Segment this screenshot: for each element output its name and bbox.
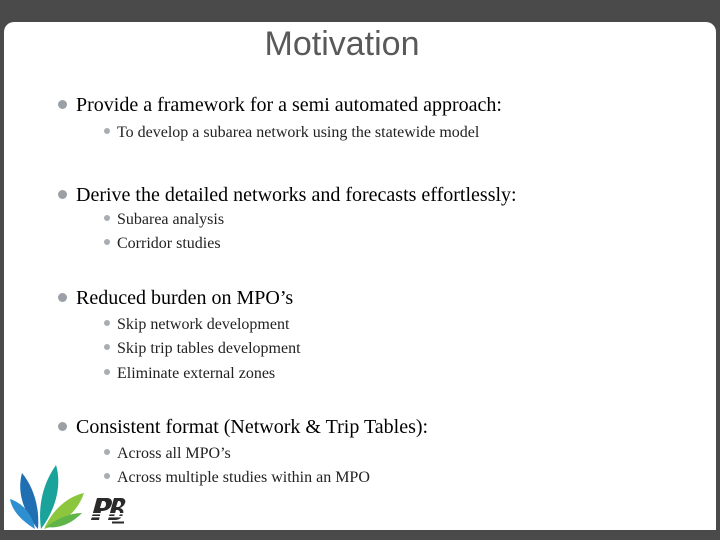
- bullet-dot-icon: [58, 293, 67, 302]
- bullet-dot-icon: [58, 190, 67, 199]
- sub-bullet-dot-icon: [104, 239, 110, 245]
- sub-bullet-dot-icon: [104, 128, 110, 134]
- window-top-bar: [0, 0, 720, 22]
- sub-bullet-dot-icon: [104, 344, 110, 350]
- bullet-text: Provide a framework for a semi automated approach:: [76, 94, 502, 116]
- sub-bullet-text: Corridor studies: [117, 235, 221, 252]
- bullet-text: Consistent format (Network & Trip Tables):: [76, 416, 429, 438]
- sub-bullet-dot-icon: [104, 215, 110, 221]
- pb-logo-icon: [88, 493, 128, 525]
- window-bottom-bar: [0, 530, 720, 540]
- bullet-dot-icon: [58, 422, 67, 431]
- sub-bullet-item: [104, 315, 289, 335]
- sub-bullet-dot-icon: [104, 320, 110, 326]
- bullet-item: [58, 93, 502, 117]
- sub-bullet-item: [104, 339, 301, 359]
- sub-bullet-dot-icon: [104, 449, 110, 455]
- sub-bullet-item: [104, 364, 275, 384]
- sub-bullet-text: Skip network development: [117, 316, 290, 333]
- sub-bullet-text: Subarea analysis: [117, 211, 225, 228]
- sub-bullet-dot-icon: [104, 369, 110, 375]
- sub-bullet-item: [104, 444, 231, 464]
- bullet-text: Derive the detailed networks and forecasts effortlessly:: [76, 184, 517, 206]
- sub-bullet-dot-icon: [104, 473, 110, 479]
- bullet-item: [58, 286, 293, 310]
- sub-bullet-item: [104, 123, 479, 143]
- sub-bullet-text: Skip trip tables development: [117, 340, 301, 357]
- bullet-item: [58, 415, 428, 439]
- sub-bullet-text: Across multiple studies within an MPO: [117, 469, 370, 486]
- sub-bullet-text: Eliminate external zones: [117, 365, 276, 382]
- leaf-logo-icon: [8, 455, 88, 530]
- sub-bullet-item: [104, 468, 370, 488]
- bullet-text: Reduced burden on MPO’s: [76, 287, 294, 309]
- sub-bullet-text: Across all MPO’s: [117, 445, 231, 462]
- sub-bullet-item: [104, 234, 221, 254]
- page-title: Motivation: [264, 25, 420, 63]
- bullet-dot-icon: [58, 100, 67, 109]
- sub-bullet-text: To develop a subarea network using the statewide model: [117, 124, 480, 141]
- sub-bullet-item: [104, 210, 224, 230]
- bullet-item: [58, 183, 517, 207]
- slide-canvas: [4, 22, 716, 530]
